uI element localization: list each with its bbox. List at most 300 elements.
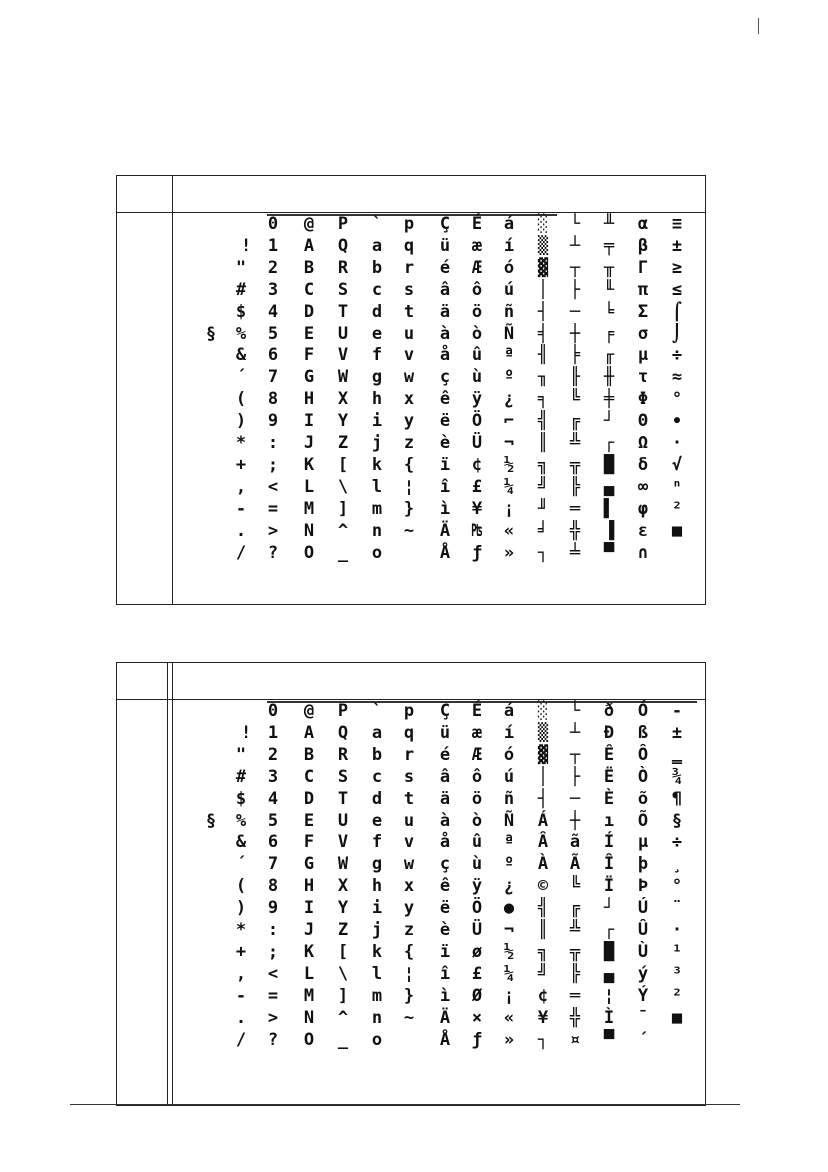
character-cell: ─ <box>569 301 581 322</box>
character-cell: ┤ <box>537 788 549 809</box>
character-cell: ] <box>337 985 349 1006</box>
character-cell: Ç <box>439 701 451 721</box>
character-cell: Ü <box>471 433 483 453</box>
character-cell: ä <box>439 788 451 809</box>
character-cell: ¹ <box>671 941 683 962</box>
character-cell: ■ <box>671 520 683 541</box>
character-cell: ╚ <box>569 876 581 897</box>
character-cell: " <box>235 257 247 278</box>
character-cell: ┐ <box>537 542 549 563</box>
character-cell: ^ <box>337 520 349 541</box>
character-cell: y <box>403 411 415 432</box>
character-cell: ⌠ <box>671 301 683 322</box>
character-cell: ╬ <box>569 520 581 541</box>
character-cell: ⌐ <box>503 411 515 432</box>
character-cell: ┘ <box>603 411 615 432</box>
character-cell: º <box>503 367 515 388</box>
character-cell: @ <box>303 214 315 234</box>
character-cell: 1 <box>267 235 279 256</box>
character-cell: a <box>371 722 383 743</box>
character-cell: v <box>403 345 415 366</box>
character-cell: à <box>439 810 451 831</box>
character-cell: ] <box>337 498 349 519</box>
character-cell: U <box>337 323 349 344</box>
character-cell: ô <box>471 766 483 787</box>
character-cell: { <box>403 454 415 475</box>
character-cell: w <box>403 854 415 875</box>
character-cell: / <box>235 1029 247 1050</box>
character-cell: E <box>303 323 315 344</box>
character-cell: ü <box>439 235 451 256</box>
character-cell: é <box>439 744 451 765</box>
character-cell: = <box>267 498 279 519</box>
character-cell: ) <box>235 898 247 919</box>
character-cell: ┼ <box>569 810 581 831</box>
character-cell: $ <box>235 788 247 809</box>
character-cell: ╛ <box>537 520 549 541</box>
character-cell: Ç <box>439 214 451 234</box>
character-cell: « <box>503 520 515 541</box>
character-cell: Á <box>537 810 549 831</box>
character-cell: c <box>371 766 383 787</box>
character-cell: ÿ <box>471 876 483 897</box>
character-cell: Z <box>337 920 349 940</box>
character-cell: ≤ <box>671 279 683 300</box>
row-label: § <box>205 810 217 831</box>
character-cell: = <box>267 985 279 1006</box>
character-cell: ú <box>503 766 515 787</box>
character-cell: ┘ <box>603 898 615 919</box>
character-cell: R <box>337 257 349 278</box>
character-cell: ã <box>569 832 581 853</box>
character-cell: _ <box>337 1029 349 1050</box>
character-cell: ÿ <box>471 389 483 410</box>
character-cell: ø <box>471 941 483 962</box>
character-cell: - <box>235 498 247 519</box>
character-cell: è <box>439 920 451 940</box>
character-cell: ú <box>503 279 515 300</box>
character-cell: : <box>267 920 279 940</box>
character-cell: ê <box>439 876 451 897</box>
character-cell: Ï <box>603 876 615 897</box>
character-cell: 8 <box>267 876 279 897</box>
page-footer-rule <box>70 1104 740 1105</box>
character-cell: R <box>337 744 349 765</box>
character-cell: ² <box>671 498 683 519</box>
character-cell: ▄ <box>603 963 615 984</box>
character-cell: ı <box>603 810 615 831</box>
character-cell: ⁿ <box>671 476 683 497</box>
character-cell: S <box>337 766 349 787</box>
character-cell: C <box>303 766 315 787</box>
character-cell: y <box>403 898 415 919</box>
character-cell: Å <box>439 542 451 563</box>
character-cell: ╞ <box>569 345 581 366</box>
character-cell: J <box>303 920 315 940</box>
character-cell: Q <box>337 235 349 256</box>
character-cell: ≡ <box>671 214 683 234</box>
page-corner-mark <box>758 18 759 34</box>
character-cell: ¢ <box>537 985 549 1006</box>
character-cell: e <box>371 810 383 831</box>
character-cell: ÷ <box>671 345 683 366</box>
character-cell: τ <box>637 367 649 388</box>
character-cell: g <box>371 854 383 875</box>
character-cell: Ð <box>603 722 615 743</box>
character-cell: Ö <box>471 898 483 919</box>
character-cell: ï <box>439 454 451 475</box>
character-cell: N <box>303 1007 315 1028</box>
character-cell: À <box>537 854 549 875</box>
table-label-column-divider-inner <box>167 663 168 1105</box>
character-cell: U <box>337 810 349 831</box>
character-cell: © <box>537 876 549 897</box>
character-cell: ; <box>267 454 279 475</box>
character-cell: I <box>303 411 315 432</box>
character-cell: 6 <box>267 345 279 366</box>
character-cell: F <box>303 832 315 853</box>
character-cell: / <box>235 542 247 563</box>
character-cell: ô <box>471 279 483 300</box>
character-cell: ╔ <box>569 411 581 432</box>
character-cell: Ò <box>637 766 649 787</box>
character-cell: · <box>671 433 683 453</box>
character-cell: Ú <box>637 898 649 919</box>
character-cell: - <box>671 701 683 721</box>
character-cell: O <box>303 1029 315 1050</box>
character-cell: P <box>337 701 349 721</box>
character-cell: M <box>303 985 315 1006</box>
character-cell: [ <box>337 454 349 475</box>
character-cell: ~ <box>403 1007 415 1028</box>
character-cell: p <box>403 701 415 721</box>
character-cell: ╤ <box>603 235 615 256</box>
character-cell: n <box>371 1007 383 1028</box>
character-cell: ┤ <box>537 301 549 322</box>
character-cell: ù <box>471 367 483 388</box>
character-cell: ┴ <box>569 722 581 743</box>
character-cell: D <box>303 788 315 809</box>
character-cell: £ <box>471 963 483 984</box>
character-cell: ⌡ <box>671 323 683 344</box>
character-cell: ¼ <box>503 963 515 984</box>
character-cell: ║ <box>537 920 549 940</box>
character-cell: ╙ <box>603 279 615 300</box>
character-cell: & <box>235 345 247 366</box>
character-cell: ╒ <box>603 323 615 344</box>
character-cell: ■ <box>671 1007 683 1028</box>
character-cell: ç <box>439 854 451 875</box>
character-cell: t <box>403 788 415 809</box>
character-cell: o <box>371 542 383 563</box>
character-cell: ¡ <box>503 498 515 519</box>
character-cell: [ <box>337 941 349 962</box>
character-cell: Ë <box>603 766 615 787</box>
character-cell: ╣ <box>537 898 549 919</box>
character-cell <box>226 214 256 234</box>
character-cell: í <box>503 235 515 256</box>
character-cell: ¨ <box>671 898 683 919</box>
character-cell: » <box>503 542 515 563</box>
character-cell: { <box>403 941 415 962</box>
character-cell: j <box>371 433 383 453</box>
character-cell: ª <box>503 345 515 366</box>
character-cell: ┌ <box>603 433 615 453</box>
character-cell: p <box>403 214 415 234</box>
character-cell: ` <box>371 214 383 234</box>
character-cell: j <box>371 920 383 940</box>
character-cell: z <box>403 920 415 940</box>
character-cell: ² <box>671 985 683 1006</box>
character-cell: J <box>303 433 315 453</box>
character-cell: õ <box>637 788 649 809</box>
character-cell: ç <box>439 367 451 388</box>
character-cell: i <box>371 411 383 432</box>
character-cell: S <box>337 279 349 300</box>
character-cell: Ü <box>471 920 483 940</box>
character-cell: ═ <box>569 498 581 519</box>
character-cell: r <box>403 744 415 765</box>
character-cell: δ <box>637 454 649 475</box>
character-cell: ╝ <box>537 963 549 984</box>
character-cell: ý <box>637 963 649 984</box>
character-cell: Z <box>337 433 349 453</box>
character-cell: ╧ <box>569 542 581 563</box>
character-cell: , <box>235 963 247 984</box>
character-cell: ¿ <box>503 876 515 897</box>
character-cell: ┼ <box>569 323 581 344</box>
character-cell: ê <box>439 389 451 410</box>
character-cell: Y <box>337 411 349 432</box>
character-cell: ▐ <box>603 520 615 541</box>
character-cell: u <box>403 810 415 831</box>
character-cell: s <box>403 766 415 787</box>
character-cell: ¦ <box>403 476 415 497</box>
character-cell: ▄ <box>603 476 615 497</box>
character-cell: ¬ <box>503 920 515 940</box>
character-cell: ╦ <box>569 941 581 962</box>
character-cell: z <box>403 433 415 453</box>
character-cell: ò <box>471 323 483 344</box>
character-cell: 8 <box>267 389 279 410</box>
character-cell: ║ <box>537 433 549 453</box>
character-cell: Ý <box>637 985 649 1006</box>
character-cell: ÷ <box>671 832 683 853</box>
character-table-2 <box>116 662 706 1106</box>
character-cell: N <box>303 520 315 541</box>
character-cell: ∞ <box>637 476 649 497</box>
character-cell: L <box>303 963 315 984</box>
character-cell: % <box>235 323 247 344</box>
character-cell: < <box>267 963 279 984</box>
character-cell: î <box>439 476 451 497</box>
character-cell: ▀ <box>603 542 615 563</box>
character-cell: ¾ <box>671 766 683 787</box>
table-header-divider <box>117 699 705 700</box>
character-cell: \ <box>337 476 349 497</box>
character-cell: ─ <box>569 788 581 809</box>
character-cell: ╪ <box>603 389 615 410</box>
character-cell: █ <box>603 941 615 962</box>
character-cell: ░ <box>537 701 549 721</box>
character-cell: c <box>371 279 383 300</box>
character-cell: ì <box>439 498 451 519</box>
character-cell: │ <box>537 279 549 300</box>
character-cell: Γ <box>637 257 649 278</box>
character-cell: t <box>403 301 415 322</box>
character-cell: Ö <box>471 411 483 432</box>
character-cell: 5 <box>267 323 279 344</box>
character-cell: è <box>439 433 451 453</box>
character-cell: Í <box>603 832 615 853</box>
character-cell: ö <box>471 788 483 809</box>
character-cell: ± <box>671 235 683 256</box>
character-cell: ð <box>603 701 615 721</box>
character-cell: ┐ <box>537 1029 549 1050</box>
character-cell: H <box>303 389 315 410</box>
character-cell: Ã <box>569 854 581 875</box>
character-cell: ╨ <box>603 214 615 234</box>
character-cell: å <box>439 832 451 853</box>
character-cell: ¥ <box>471 498 483 519</box>
character-cell: Þ <box>637 876 649 897</box>
character-cell: n <box>371 520 383 541</box>
character-cell: ~ <box>403 520 415 541</box>
character-cell: $ <box>235 301 247 322</box>
character-cell: â <box>439 766 451 787</box>
character-cell: ´ <box>235 367 247 388</box>
character-cell: q <box>403 235 415 256</box>
character-cell: ▌ <box>603 498 615 519</box>
character-cell: 2 <box>267 257 279 278</box>
character-cell: a <box>371 235 383 256</box>
character-cell: Ù <box>637 941 649 962</box>
character-table-1 <box>116 175 706 605</box>
character-cell: 5 <box>267 810 279 831</box>
character-cell: I <box>303 898 315 919</box>
character-cell: ³ <box>671 963 683 984</box>
character-cell: ¯ <box>637 1007 649 1028</box>
character-cell: x <box>403 876 415 897</box>
character-cell: G <box>303 367 315 388</box>
character-cell: # <box>235 766 247 787</box>
character-cell: b <box>371 257 383 278</box>
character-cell: û <box>471 345 483 366</box>
character-cell: ▒ <box>537 722 549 743</box>
character-cell: ╓ <box>603 345 615 366</box>
character-cell: Æ <box>471 744 483 765</box>
character-cell: ╚ <box>569 389 581 410</box>
character-cell: @ <box>303 701 315 721</box>
character-cell: ! <box>230 235 252 256</box>
character-cell: & <box>235 832 247 853</box>
character-cell: ö <box>471 301 483 322</box>
character-cell: * <box>235 433 247 453</box>
character-cell: ╠ <box>569 963 581 984</box>
character-cell: K <box>303 941 315 962</box>
character-cell: ¼ <box>503 476 515 497</box>
character-cell: C <box>303 279 315 300</box>
character-cell: É <box>471 214 483 234</box>
character-cell: * <box>235 920 247 940</box>
character-cell: 9 <box>267 898 279 919</box>
character-cell: T <box>337 788 349 809</box>
character-cell: √ <box>671 454 683 475</box>
character-cell: ¦ <box>603 985 615 1006</box>
character-cell: > <box>267 520 279 541</box>
character-cell: > <box>267 1007 279 1028</box>
character-cell: 3 <box>267 279 279 300</box>
character-cell: Î <box>603 854 615 875</box>
character-cell: ╠ <box>569 476 581 497</box>
character-cell: m <box>371 498 383 519</box>
character-cell: Ì <box>603 1007 615 1028</box>
character-cell: ═ <box>569 985 581 1006</box>
character-cell: ╣ <box>537 411 549 432</box>
character-cell: È <box>603 788 615 809</box>
character-cell: ┌ <box>603 920 615 940</box>
character-cell: þ <box>637 854 649 875</box>
character-cell: └ <box>569 701 581 721</box>
character-cell: W <box>337 367 349 388</box>
character-cell: ░ <box>537 214 549 234</box>
character-cell: 0 <box>267 701 279 721</box>
character-cell: Ñ <box>503 323 515 344</box>
character-cell: O <box>303 542 315 563</box>
character-cell: ╘ <box>603 301 615 322</box>
character-cell: V <box>337 832 349 853</box>
character-cell: ´ <box>637 1029 649 1050</box>
character-cell: É <box>471 701 483 721</box>
character-cell: φ <box>637 498 649 519</box>
character-cell: L <box>303 476 315 497</box>
character-cell: ƒ <box>471 1029 483 1050</box>
character-cell: T <box>337 301 349 322</box>
character-cell: : <box>267 433 279 453</box>
character-cell: µ <box>637 345 649 366</box>
character-cell: Ä <box>439 520 451 541</box>
character-cell: " <box>235 744 247 765</box>
character-cell: Φ <box>637 389 649 410</box>
character-cell: ¬ <box>503 433 515 453</box>
character-cell: å <box>439 345 451 366</box>
character-cell: ╫ <box>603 367 615 388</box>
character-cell: º <box>503 854 515 875</box>
character-cell: ` <box>371 701 383 721</box>
character-cell: ¡ <box>503 985 515 1006</box>
character-cell: 9 <box>267 411 279 432</box>
character-cell: v <box>403 832 415 853</box>
character-cell: k <box>371 454 383 475</box>
character-cell: ë <box>439 898 451 919</box>
character-cell: 4 <box>267 301 279 322</box>
character-cell: f <box>371 345 383 366</box>
character-cell: ! <box>230 722 252 743</box>
character-cell: · <box>671 920 683 940</box>
character-cell: ╖ <box>537 367 549 388</box>
character-cell: ╡ <box>537 323 549 344</box>
character-cell: ∙ <box>671 411 683 432</box>
character-cell: ╕ <box>537 389 549 410</box>
row-label: § <box>205 323 217 344</box>
character-cell: ▀ <box>603 1029 615 1050</box>
character-cell: Õ <box>637 810 649 831</box>
character-cell: Ê <box>603 744 615 765</box>
character-cell: æ <box>471 722 483 743</box>
character-cell: Ñ <box>503 810 515 831</box>
character-cell: ╗ <box>537 454 549 475</box>
character-cell <box>662 543 692 563</box>
